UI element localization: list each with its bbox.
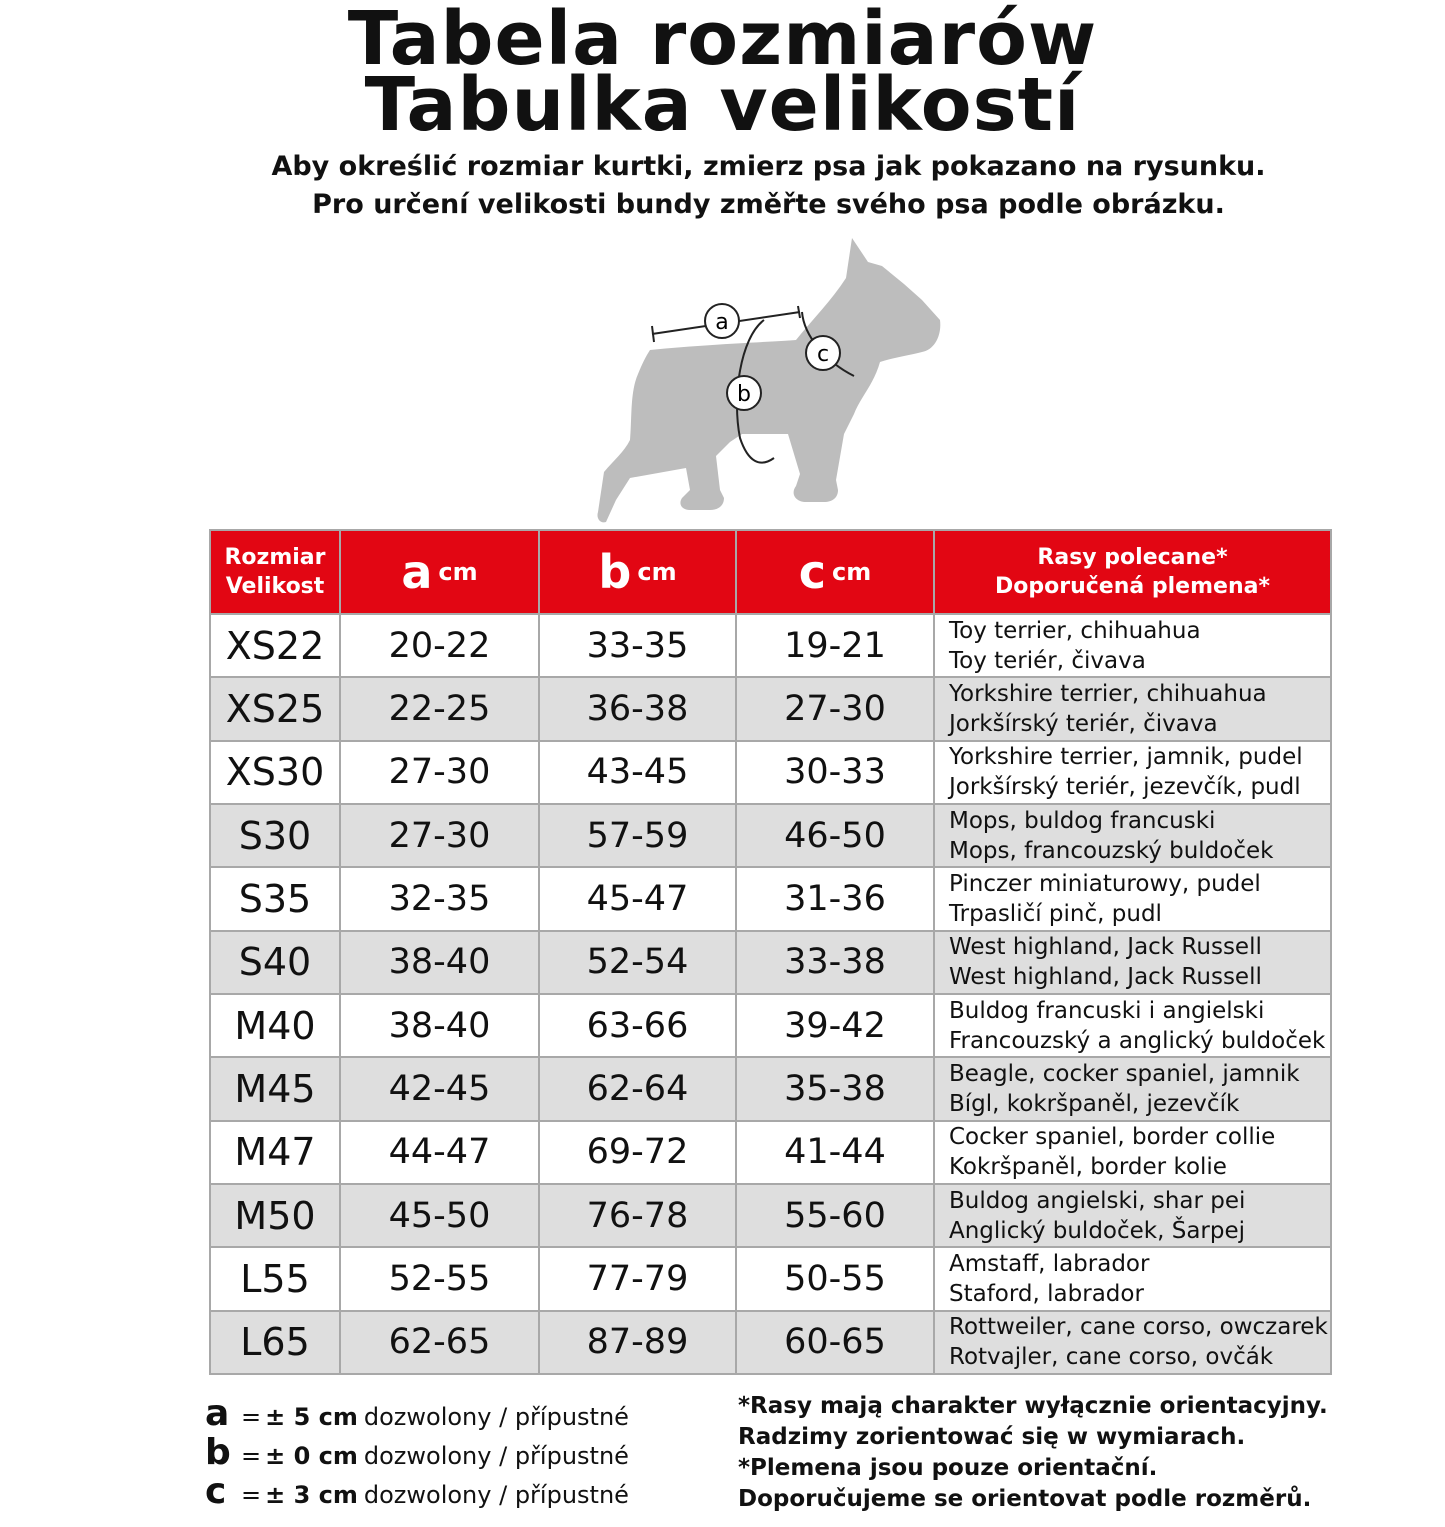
table-row	[210, 614, 1331, 677]
label-b-marker	[727, 376, 761, 410]
breeds-cell	[934, 1121, 1331, 1184]
breed-pl: Toy terrier, chihuahua	[949, 617, 1201, 644]
header-breeds-pl: Rasy polecane*	[1037, 545, 1228, 570]
table-row	[210, 741, 1331, 804]
tolerance-text: dozwolony / přípustné	[363, 1442, 629, 1470]
breeds-cell	[934, 741, 1331, 804]
table-row	[210, 1247, 1331, 1310]
c-cell: 55-60	[736, 1184, 934, 1247]
breed-cz: Toy teriér, čivava	[949, 647, 1146, 674]
table-row	[210, 867, 1331, 930]
breeds-cell	[934, 1311, 1331, 1374]
breeds-cell	[934, 867, 1331, 930]
breeds-cell	[934, 677, 1331, 740]
breed-pl: Cocker spaniel, border collie	[949, 1124, 1276, 1151]
page-title-pl: Tabela rozmiarów	[347, 0, 1098, 82]
label-c-marker	[806, 336, 840, 370]
header-a-unit: cm	[438, 558, 478, 586]
note-pl-2: Radzimy zorientować się w wymiarach.	[738, 1424, 1246, 1450]
header-c-unit: cm	[832, 558, 872, 586]
header-b-letter: b	[598, 545, 632, 599]
c-cell: 33-38	[736, 931, 934, 994]
breeds-cell	[934, 931, 1331, 994]
b-cell: 36-38	[539, 677, 736, 740]
header-c	[736, 530, 934, 614]
breed-pl: Beagle, cocker spaniel, jamnik	[949, 1060, 1300, 1087]
size-cell: M45	[210, 1057, 340, 1120]
note-cz-2: Doporučujeme se orientovat podle rozměrů.	[738, 1486, 1312, 1512]
b-cell: 77-79	[539, 1247, 736, 1310]
breed-cz: Bígl, kokršpaněl, jezevčík	[949, 1090, 1240, 1117]
size-cell: S40	[210, 931, 340, 994]
breeds-cell	[934, 994, 1331, 1057]
breed-cz: Francouzský a anglický buldoček	[949, 1027, 1326, 1054]
dog-measurement-diagram	[590, 228, 950, 528]
header-b	[539, 530, 736, 614]
breed-pl: Rottweiler, cane corso, owczarek	[949, 1314, 1328, 1341]
c-cell: 39-42	[736, 994, 934, 1057]
tolerance-line	[205, 1432, 629, 1473]
page-title-cz: Tabulka velikostí	[364, 62, 1081, 148]
size-cell: XS25	[210, 677, 340, 740]
tolerance-letter: b	[205, 1432, 231, 1473]
header-a	[340, 530, 539, 614]
b-cell: 43-45	[539, 741, 736, 804]
size-cell: M50	[210, 1184, 340, 1247]
breed-pl: Pinczer miniaturowy, pudel	[949, 870, 1261, 897]
size-cell: S35	[210, 867, 340, 930]
tolerance-letter: a	[205, 1393, 230, 1434]
tolerance-text: dozwolony / přípustné	[363, 1481, 629, 1509]
size-cell: XS30	[210, 741, 340, 804]
c-cell: 41-44	[736, 1121, 934, 1184]
table-row	[210, 994, 1331, 1057]
b-cell: 57-59	[539, 804, 736, 867]
breeds-cell	[934, 614, 1331, 677]
tolerance-text: dozwolony / přípustné	[363, 1403, 629, 1431]
c-cell: 50-55	[736, 1247, 934, 1310]
header-breeds-cz: Doporučená plemena*	[995, 574, 1270, 599]
b-cell: 45-47	[539, 867, 736, 930]
breeds-cell	[934, 804, 1331, 867]
b-cell: 62-64	[539, 1057, 736, 1120]
tolerance-equals: =	[241, 1481, 262, 1509]
breed-cz: Staford, labrador	[949, 1280, 1144, 1307]
label-a-marker	[705, 304, 739, 338]
table-row	[210, 931, 1331, 994]
breed-cz: Anglický buldoček, Šarpej	[949, 1217, 1246, 1244]
label-c: c	[816, 342, 830, 367]
b-cell: 76-78	[539, 1184, 736, 1247]
b-cell: 52-54	[539, 931, 736, 994]
breed-cz: Mops, francouzský buldoček	[949, 837, 1274, 864]
label-b: b	[737, 382, 751, 407]
breed-pl: Buldog francuski i angielski	[949, 997, 1265, 1024]
c-cell: 31-36	[736, 867, 934, 930]
breeds-cell	[934, 1184, 1331, 1247]
tolerance-value: ± 3 cm	[265, 1481, 358, 1509]
breeds-cell	[934, 1057, 1331, 1120]
a-cell: 42-45	[340, 1057, 539, 1120]
a-cell: 38-40	[340, 994, 539, 1057]
breed-pl: Yorkshire terrier, chihuahua	[949, 680, 1267, 707]
a-cell: 45-50	[340, 1184, 539, 1247]
b-cell: 63-66	[539, 994, 736, 1057]
note-cz-1: *Plemena jsou pouze orientační.	[738, 1455, 1158, 1481]
tolerance-line	[205, 1471, 629, 1512]
a-cell: 38-40	[340, 931, 539, 994]
breed-pl: Mops, buldog francuski	[949, 807, 1216, 834]
a-cell: 44-47	[340, 1121, 539, 1184]
size-cell: M40	[210, 994, 340, 1057]
size-cell: M47	[210, 1121, 340, 1184]
header-b-unit: cm	[637, 558, 677, 586]
breeds-cell	[934, 1247, 1331, 1310]
c-cell: 35-38	[736, 1057, 934, 1120]
table-header-row	[210, 530, 1331, 614]
tolerance-equals: =	[241, 1442, 262, 1470]
breed-cz: Jorkšírský teriér, čivava	[949, 710, 1218, 737]
subtitle-cz: Pro určení velikosti bundy změřte svého psa podle obrázku.	[312, 189, 1225, 220]
a-cell: 52-55	[340, 1247, 539, 1310]
a-cell: 32-35	[340, 867, 539, 930]
tolerance-value: ± 5 cm	[265, 1403, 358, 1431]
breed-cz: Jorkšírský teriér, jezevčík, pudl	[949, 774, 1301, 801]
table-row	[210, 677, 1331, 740]
header-c-letter: c	[798, 545, 827, 599]
table-row	[210, 1121, 1331, 1184]
tolerance-value: ± 0 cm	[265, 1442, 358, 1470]
note-pl-1: *Rasy mają charakter wyłącznie orientacyjny.	[738, 1393, 1328, 1419]
subtitle-pl: Aby określić rozmiar kurtki, zmierz psa jak pokazano na rysunku.	[271, 151, 1266, 182]
tolerance-equals: =	[241, 1403, 262, 1431]
breed-cz: West highland, Jack Russell	[949, 964, 1262, 991]
table-row	[210, 1057, 1331, 1120]
header-breeds	[934, 530, 1331, 614]
b-cell: 69-72	[539, 1121, 736, 1184]
breed-cz: Trpasličí pinč, pudl	[949, 900, 1162, 927]
breed-pl: Buldog angielski, shar pei	[949, 1187, 1246, 1214]
a-cell: 27-30	[340, 741, 539, 804]
size-cell: S30	[210, 804, 340, 867]
tolerance-letter: c	[205, 1471, 227, 1512]
dog-silhouette	[597, 238, 940, 522]
b-cell: 87-89	[539, 1311, 736, 1374]
breed-pl: Amstaff, labrador	[949, 1250, 1150, 1277]
a-cell: 20-22	[340, 614, 539, 677]
b-cell: 33-35	[539, 614, 736, 677]
table-row	[210, 1184, 1331, 1247]
size-cell: XS22	[210, 614, 340, 677]
size-cell: L55	[210, 1247, 340, 1310]
breed-pl: West highland, Jack Russell	[949, 934, 1262, 961]
table-row	[210, 1311, 1331, 1374]
breed-pl: Yorkshire terrier, jamnik, pudel	[949, 744, 1303, 771]
c-cell: 19-21	[736, 614, 934, 677]
breed-cz: Rotvajler, cane corso, ovčák	[949, 1344, 1274, 1371]
a-cell: 62-65	[340, 1311, 539, 1374]
header-size-pl: Rozmiar	[224, 545, 326, 570]
size-cell: L65	[210, 1311, 340, 1374]
a-cell: 27-30	[340, 804, 539, 867]
header-size	[210, 530, 340, 614]
c-cell: 27-30	[736, 677, 934, 740]
c-cell: 46-50	[736, 804, 934, 867]
label-a: a	[715, 310, 729, 335]
a-cell: 22-25	[340, 677, 539, 740]
header-a-letter: a	[401, 545, 433, 599]
tolerance-line	[205, 1393, 629, 1434]
c-cell: 30-33	[736, 741, 934, 804]
breed-cz: Kokršpaněl, border kolie	[949, 1154, 1227, 1181]
size-table	[209, 529, 1332, 1375]
header-size-cz: Velikost	[225, 574, 325, 599]
table-row	[210, 804, 1331, 867]
c-cell: 60-65	[736, 1311, 934, 1374]
